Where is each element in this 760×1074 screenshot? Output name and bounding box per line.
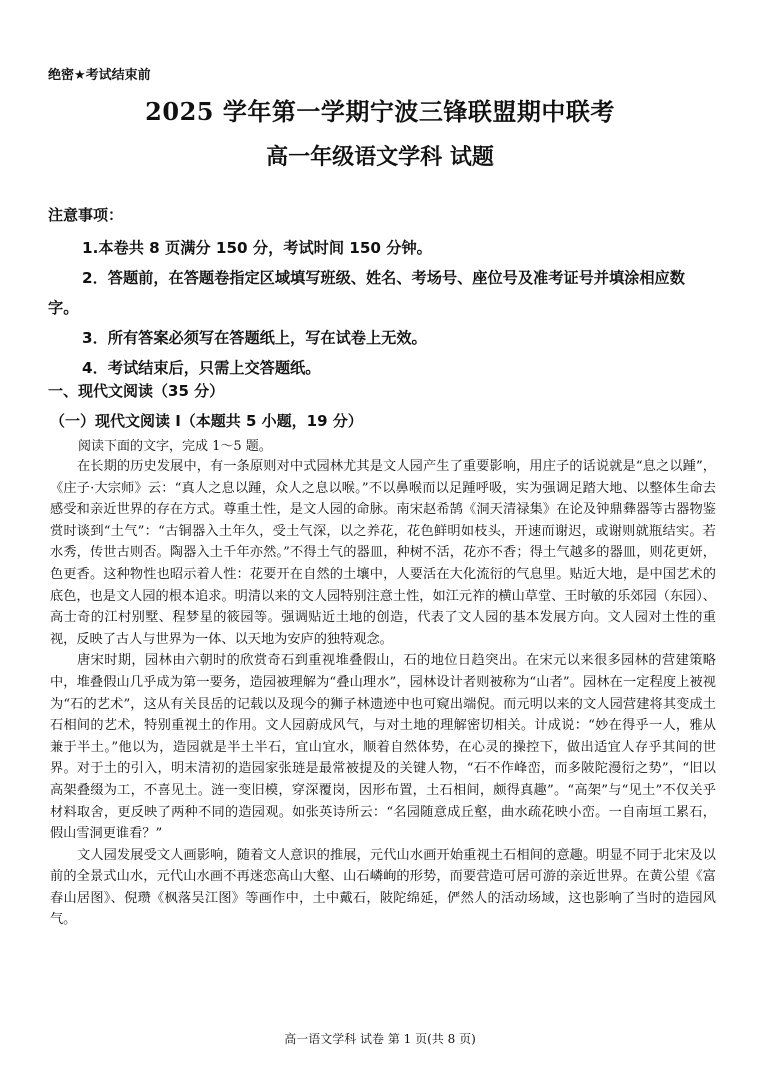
passage-paragraph-3: 文人园发展受文人画影响，随着文人意识的推展，元代山水画开始重视土石相间的意趣。明显不同于北宋及以前的全景式山水，元代山水画不再迷恋高山大壑、山石嶙峋的形势，而要营造可居可游的亲近世界。在黄公望《富春山居图》、倪瓒《枫落吴江图》等画作中，土中戴石，陂陀绵延，俨然人的活动场域，这也影响了当时的造园风气。 bbox=[50, 847, 716, 928]
exam-subtitle: 高一年级语文学科 试题 bbox=[266, 144, 494, 170]
notice-item-2: 2．答题前，在答题卷指定区域填写班级、姓名、考场号、座位号及准考证号并填涂相应数字。 bbox=[48, 269, 685, 317]
notice-item-4: 4．考试结束后，只需上交答题纸。 bbox=[82, 359, 321, 377]
passage-paragraph-2: 唐宋时期，园林由六朝时的欣赏奇石到重视堆叠假山，石的地位日趋突出。在宋元以来很多园林的营建策略中，堆叠假山几乎成为第一要务，造园被理解为“叠山理水”，园林设计者则被称为“山者”。园林在一定程度上被视为“石的艺术”，这从有关艮岳的记载以及现今的狮子林遗迹中也可窥出端倪。而元明以来的文人园营建将其变成土石相间的艺术，特别重视土的作用。文人园蔚成风气，与对土地的理解密切相关。计成说：“妙在得乎一人，雅从兼于半土。”他以为，造园就是半土半石，宜山宜水，顺着自然体势，在心灵的操控下，做出适宜人存乎其间的世界。对于土的引入，明末清初的造园家张琏是最常被提及的关键人物，“石不作峰峦，而多陂陀漫衍之势”，“旧以高架叠缀为工，不喜见土。涟一变旧模，穿深覆岗，因形布置，土石相间，颇得真趣”。“高架”与“见土”不仅关乎材料取舍，更反映了两种不同的造园观。如张英诗所云：“名园随意成丘壑，曲水疏花映小峦。一自南垣工累石，假山雪洞更谁看？” bbox=[50, 653, 716, 842]
exam-title: 2025 学年第一学期宁波三锋联盟期中联考 bbox=[145, 97, 615, 126]
notice-heading: 注意事项： bbox=[48, 206, 124, 224]
notice-item-3: 3．所有答案必须写在答题纸上，写在试卷上无效。 bbox=[82, 329, 427, 347]
notice-item-1: 1.本卷共 8 页满分 150 分，考试时间 150 分钟。 bbox=[82, 239, 432, 257]
confidential-label: 绝密★考试结束前 bbox=[48, 68, 151, 83]
passage-paragraph-1: 在长期的历史发展中，有一条原则对中式园林尤其是文人园产生了重要影响，用庄子的话说就是“息之以踵”，《庄子·大宗师》云：“真人之息以踵，众人之息以喉。”不以鼻喉而以足踵呼吸，实为强调足踏大地、以整体生命去感受和亲近世界的存在方式。尊重土性，是文人园的命脉。南宋赵希鹄《洞天清禄集》在论及钟鼎彝器等古器物鉴赏时谈到“土气”：“古铜器入土年久，受土气深，以之养花，花色鲜明如枝头，开速而谢迟，或谢则就瓶结实。若水秀，传世古则否。陶器入土千年亦然。”不得土气的器皿，种树不活，花亦不香；得土气越多的器皿，则花更妍，色更香。这种物性也昭示着人性：花要开在自然的土壤中，人要活在大化流衍的气息里。贴近大地，是中国艺术的底色，也是文人园的根本追求。明清以来的文人园特别注意土性，如江元祚的横山草堂、王时敏的乐郊园（东园）、高士奇的江村别墅、程梦星的筱园等。强调贴近土地的创造，代表了文人园的基本发展方向。文人园对土性的重视，反映了古人与世界为一体、以天地为安庐的独特观念。 bbox=[50, 459, 716, 647]
section-heading: 一、现代文阅读（35 分） bbox=[48, 382, 225, 400]
page-footer: 高一语文学科 试卷 第 1 页(共 8 页) bbox=[284, 1032, 476, 1046]
reading-instruction: 阅读下面的文字，完成 1～5 题。 bbox=[78, 439, 272, 454]
reading-passage bbox=[50, 456, 716, 931]
section-subheading: （一）现代文阅读 I（本题共 5 小题，19 分） bbox=[50, 412, 363, 430]
